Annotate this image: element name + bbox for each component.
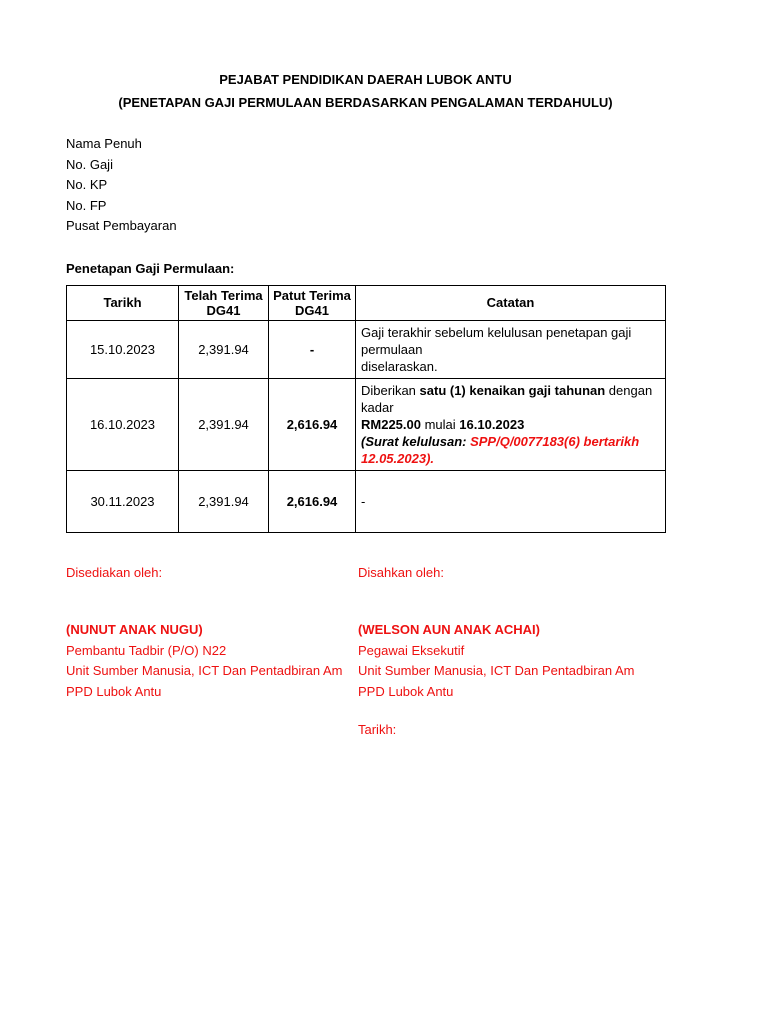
- info-fields: [66, 134, 665, 237]
- catatan-row2-line3: [361, 433, 661, 467]
- info-label-nama-penuh: Nama Penuh: [66, 136, 142, 151]
- col-header-patut-terima-line2: DG41: [295, 302, 329, 318]
- cell-patut-terima-row3: 2,616.94: [269, 470, 356, 532]
- certified-by-unit: Unit Sumber Manusia, ICT Dan Pentadbiran Am: [358, 663, 635, 678]
- info-label-no-fp: No. FP: [66, 197, 107, 213]
- catatan-text-bold: RM225.00: [361, 416, 421, 432]
- salary-table: [66, 285, 666, 533]
- col-header-telah-terima: [179, 285, 269, 320]
- prepared-by-name: (NUNUT ANAK NUGU): [66, 622, 203, 637]
- catatan-text: mulai: [420, 416, 460, 432]
- signature-section: [66, 563, 665, 741]
- col-header-patut-terima: [269, 285, 356, 320]
- doc-title-line1: PEJABAT PENDIDIKAN DAERAH LUBOK ANTU: [219, 72, 512, 87]
- col-header-tarikh: [67, 285, 179, 320]
- prepared-by-heading: Disediakan oleh:: [66, 564, 163, 580]
- cell-catatan-row1: [356, 320, 666, 378]
- cell-telah-terima-row3: 2,391.94: [179, 470, 269, 532]
- prepared-by-unit: Unit Sumber Manusia, ICT Dan Pentadbiran Am: [66, 663, 343, 678]
- doc-title-line2: (PENETAPAN GAJI PERMULAAN BERDASARKAN PENGALAMAN TERDAHULU): [118, 95, 613, 110]
- certified-by-name: (WELSON AUN ANAK ACHAI): [358, 622, 540, 637]
- catatan-text-bold: satu (1) kenaikan gaji tahunan: [419, 382, 606, 398]
- section-heading: Penetapan Gaji Permulaan:: [66, 260, 235, 276]
- cell-tarikh-row2: 16.10.2023: [67, 378, 179, 470]
- date-label: Tarikh:: [358, 722, 397, 737]
- approval-letter-reference: SPP/Q/0077183(6) bertarikh 12.05.2023).: [361, 433, 640, 466]
- certified-by-office: PPD Lubok Antu: [358, 683, 454, 699]
- catatan-text: dengan kadar: [361, 382, 653, 415]
- cell-catatan-row3: -: [356, 470, 666, 532]
- catatan-row2-line1: [361, 382, 661, 416]
- certified-by-block: [358, 563, 665, 741]
- cell-telah-terima-row1: 2,391.94: [179, 320, 269, 378]
- table-row: [67, 378, 666, 470]
- document-content: [66, 68, 665, 741]
- catatan-text-bold: 16.10.2023: [459, 416, 525, 432]
- table-header-row: [67, 285, 666, 320]
- certified-by-heading: Disahkan oleh:: [358, 564, 444, 580]
- col-header-patut-terima-line1: Patut Terima: [273, 287, 351, 303]
- approval-letter-prefix: (Surat kelulusan:: [361, 433, 471, 449]
- cell-tarikh-row3: 30.11.2023: [67, 470, 179, 532]
- col-header-catatan: [356, 285, 666, 320]
- col-header-telah-terima-line1: Telah Terima: [184, 287, 263, 303]
- info-label-pusat-pembayaran: Pusat Pembayaran: [66, 218, 177, 233]
- cell-patut-terima-row1: -: [269, 320, 356, 378]
- info-label-no-gaji: No. Gaji: [66, 156, 113, 172]
- cell-telah-terima-row2: 2,391.94: [179, 378, 269, 470]
- certified-by-position: Pegawai Eksekutif: [358, 642, 465, 658]
- prepared-by-office: PPD Lubok Antu: [66, 683, 162, 699]
- info-label-no-kp: No. KP: [66, 177, 108, 192]
- cell-catatan-row2: [356, 378, 666, 470]
- table-row: [67, 470, 666, 532]
- catatan-row2-line2: [361, 416, 661, 433]
- doc-title: [66, 68, 665, 114]
- col-header-telah-terima-line2: DG41: [206, 302, 241, 318]
- cell-tarikh-row1: 15.10.2023: [67, 320, 179, 378]
- prepared-by-block: [66, 563, 358, 741]
- col-header-catatan-label: Catatan: [486, 295, 535, 310]
- catatan-row1-line1: Gaji terakhir sebelum kelulusan penetapan gaji permulaan: [361, 324, 632, 357]
- catatan-row1-line2: diselaraskan.: [361, 358, 438, 374]
- cell-patut-terima-row2: 2,616.94: [269, 378, 356, 470]
- prepared-by-position: Pembantu Tadbir (P/O) N22: [66, 642, 227, 658]
- table-row: [67, 320, 666, 378]
- col-header-tarikh-label: Tarikh: [103, 295, 142, 310]
- catatan-text: Diberikan: [361, 382, 420, 398]
